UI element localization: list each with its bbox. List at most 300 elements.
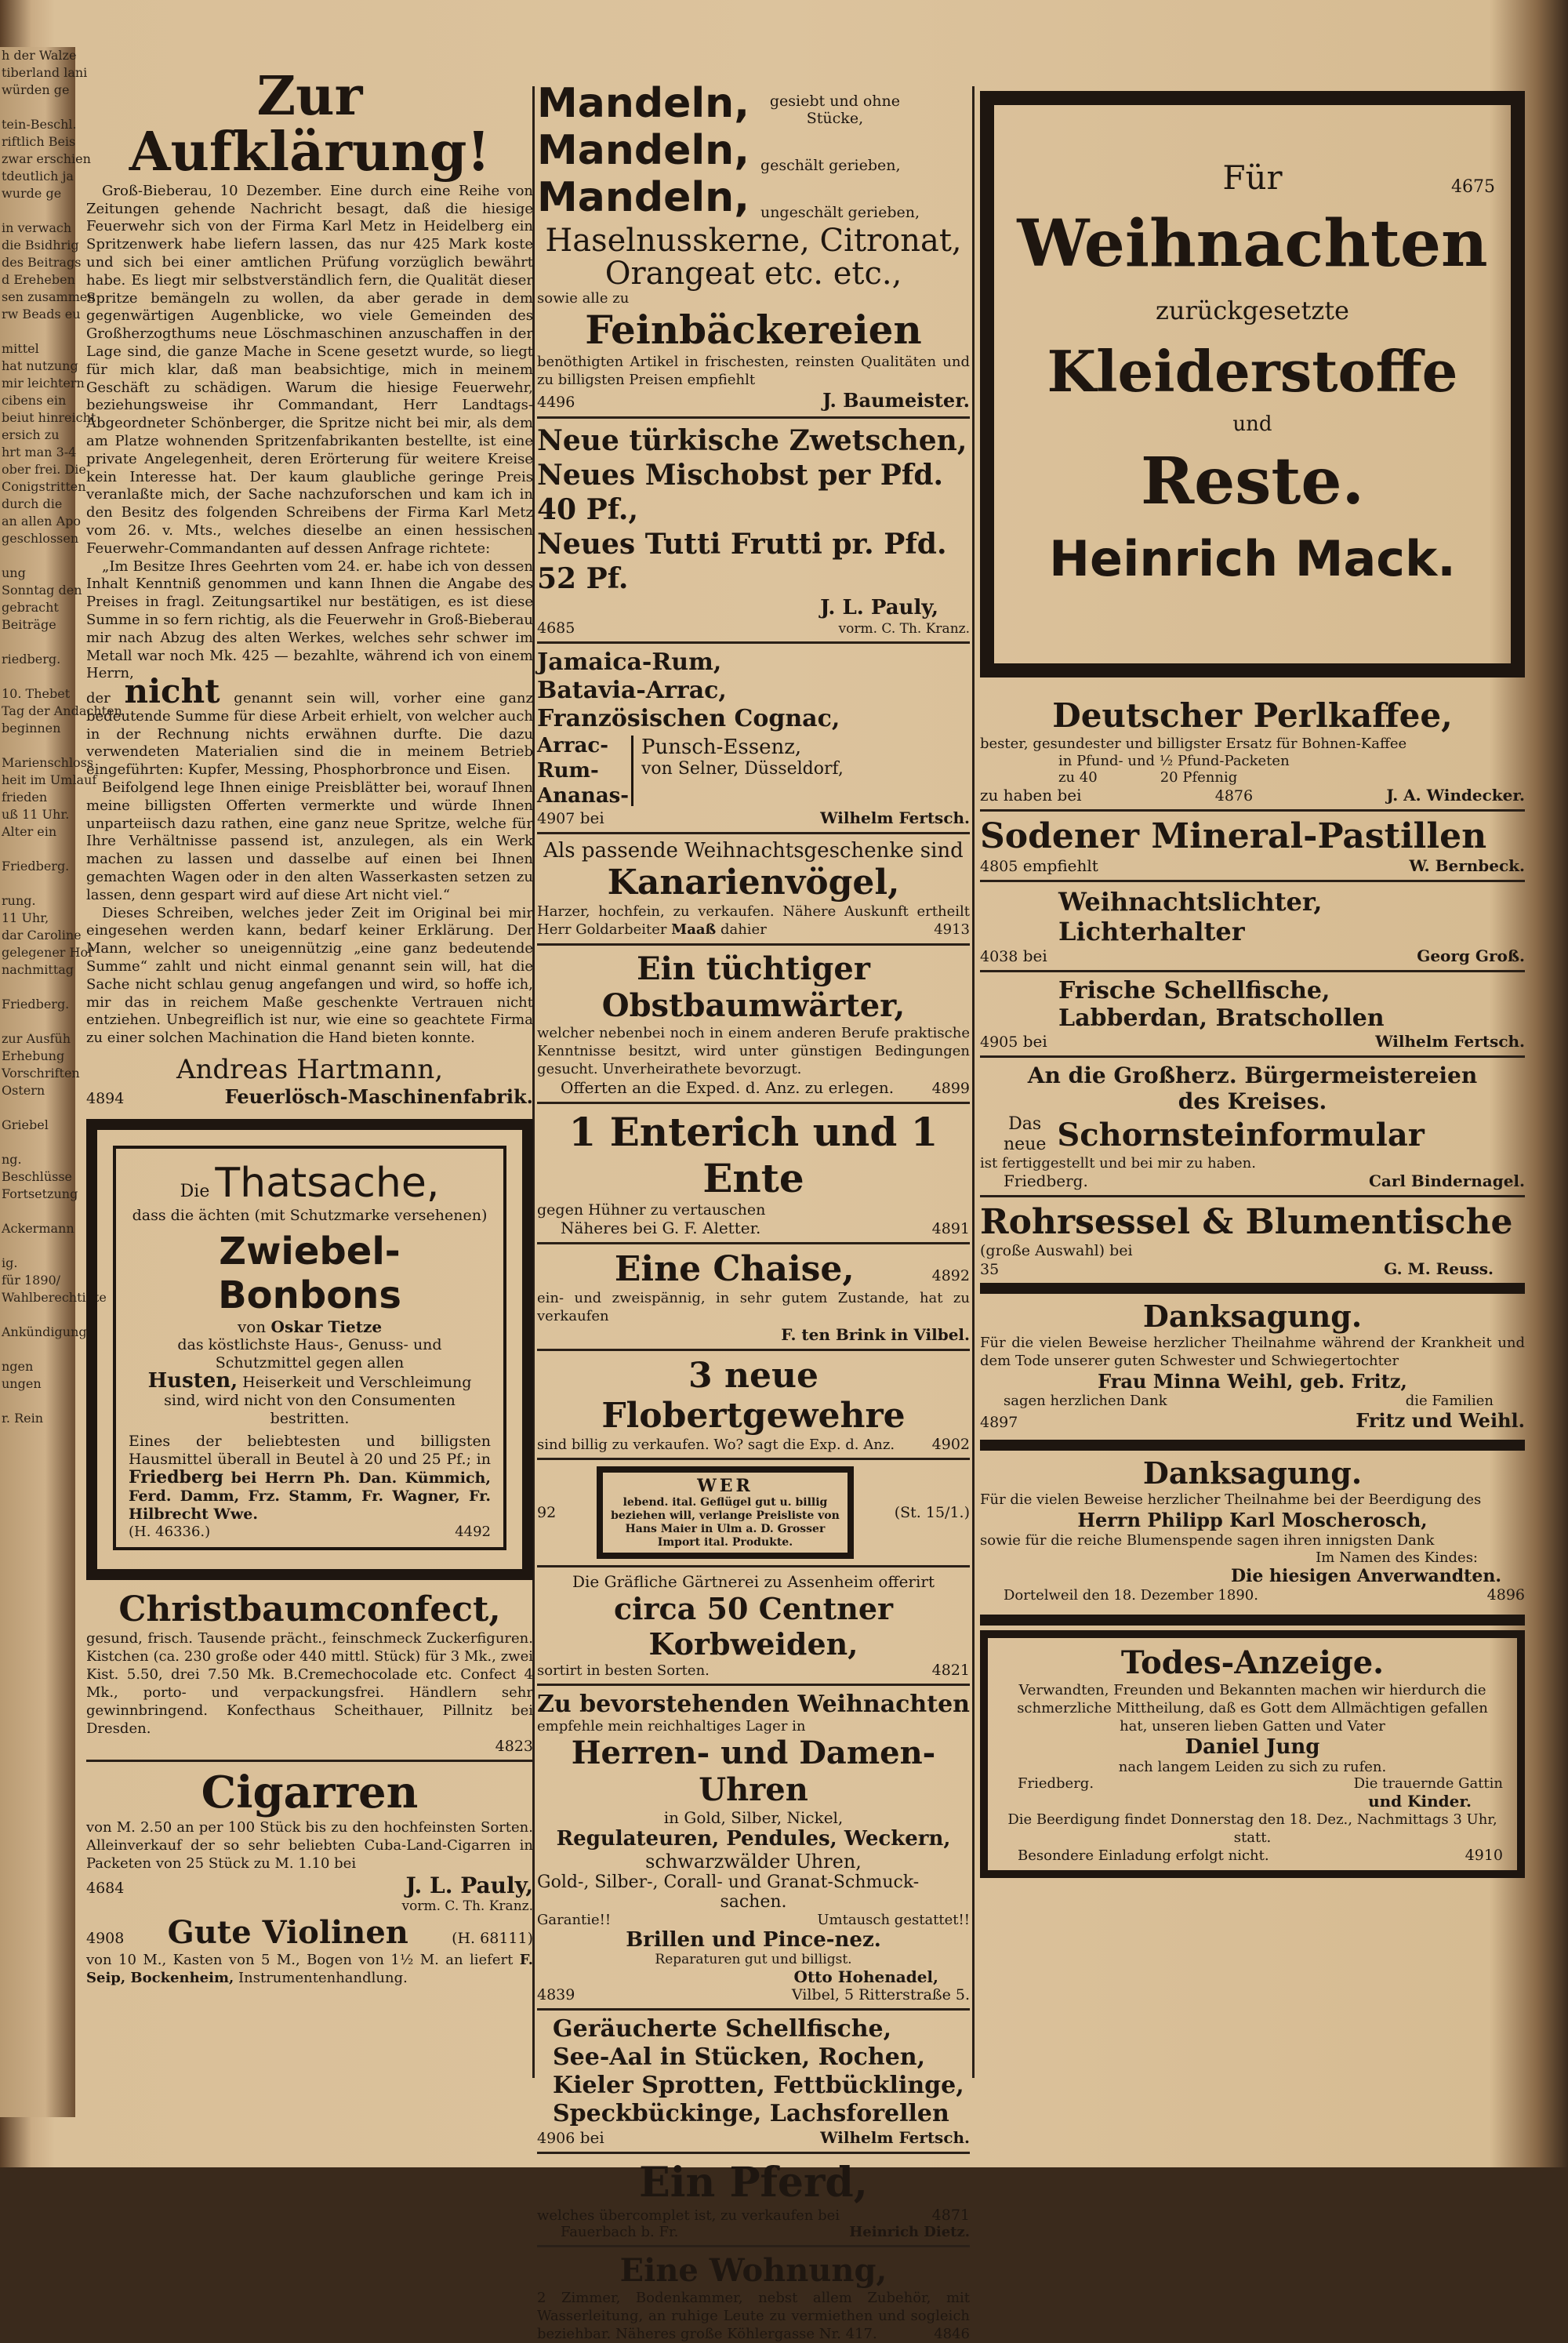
text: zurückgesetzte xyxy=(1156,296,1349,325)
text: Im Namen des Kindes: xyxy=(1316,1549,1478,1566)
brillen-line: Brillen und Pincе-nez. xyxy=(626,1928,881,1952)
dealer-name: F. ten Brink in Vilbel. xyxy=(781,1325,970,1344)
firm-name: Feuerlösch-Maschinenfabrik. xyxy=(224,1085,533,1109)
paragraph: Dieses Schreiben, welches jeder Zeit im Original bei mir eingesehen werden kann, bedarf keiner Erklärung. Der Mann, welcher so uneigennützig „eine ganz bedeutende Summe“ zahlt und nicht einmal genannt sein will, hat die Sache nicht schlau genug angefangen und wird, so hoffe ich, mir das in reichem Maße geschenkte Vertrauen nicht entziehen. Unbegreiflich ist nur, wie eine so geachtete Firma zu einer solchen Machination die Hand bieten konnte. xyxy=(86,904,533,1047)
divider xyxy=(980,1055,1525,1058)
danksagung-title: Danksagung. xyxy=(1142,1299,1363,1334)
mandeln-heading: Mandeln, xyxy=(537,127,750,174)
text: geschält gerieben, xyxy=(760,157,901,174)
text: Rum- xyxy=(537,759,599,783)
spine-line: r. Rein xyxy=(2,1411,43,1426)
dealer-name: Georg Groß. xyxy=(1417,946,1525,965)
weihnachten-uhren-pre: Zu bevorstehenden Weihnachten xyxy=(537,1691,970,1718)
spine-line: ober frei. Die xyxy=(2,462,86,477)
spine-line: frieden xyxy=(2,790,48,805)
dealer-name: W. Bernbeck. xyxy=(1409,856,1525,875)
spine-line: ig. xyxy=(2,1255,18,1270)
spine-line: Wahlberechtigte xyxy=(2,1290,107,1305)
spine-line: durch die xyxy=(2,496,63,511)
dealer-list: bei Herrn Ph. Dan. Kümmich, Ferd. Damm, Frz. Stamm, Fr. Wagner, Fr. Hilbrecht Wwe. xyxy=(129,1469,491,1524)
spine-line: ung xyxy=(2,565,26,580)
divider xyxy=(537,943,970,946)
divider xyxy=(537,1684,970,1686)
town: Fauerbach b. Fr. xyxy=(561,2224,679,2240)
spine-line xyxy=(0,1393,75,1410)
perlkaffee-title: Deutscher Perlkaffee, xyxy=(1052,696,1453,735)
ad-number: 4496 xyxy=(537,394,575,411)
maker-name: Oskar Tietze xyxy=(270,1317,383,1337)
text: gesiebt und ohne Stücke, xyxy=(769,93,901,127)
town: Friedberg. xyxy=(1004,1172,1088,1190)
spine-line: uß 11 Uhr. xyxy=(2,807,70,822)
spine-line xyxy=(0,737,75,754)
dealer-name: G. M. Reuss. xyxy=(1384,1259,1494,1278)
spine-line: h der Walze xyxy=(2,48,77,63)
paragraph: Groß-Bieberau, 10 Dezember. Eine durch eine Reihe von Zeitungen gehende Nachricht besagt, daß die hiesige Feuerwehr sich von der Firma Karl Metz in Heidelberg ein Spritzenwerk habe liefern lassen, das nur 425 Mark koste und sich bei einer amtlichen Prüfung vorzüglich bewährt habe. Es liegt mir selbstverständlich fern, die Qualität dieser Spritze bemängeln zu wollen, da aber gerade in dem gegenwärtigen Augenblicke, wo viele Gemeinden des Großherzogthums neue Löschmaschinen anzuschaffen in der Lage sind, die ganze Mache in Scene gesetzt wurde, so liegt für mich klar, daß man beabsichtige, mich in meinem Geschäft zu schädigen. Warum die hiesige Feuerwehr, beziehungsweise ihr Commandant, Herr Landtags-Abgeordneter Schönberger, die Spritze nicht bei mir, als dem am Platze wohnenden Spritzenfabrikanten bestellte, ist eine private Angelegenheit, deren Erörterung für weitere Kreise kein Interesse hat. Der kaum glaubliche geringe Preis veranlaßte mich, der Sache nachzuforschen und kam ich in den Besitz des folgenden Schreibens der Firma Karl Metz vom 26. v. Mts., welches dieselbe an einen hessischen Feuerwehr-Commandanten auf dessen Anfrage richtete: xyxy=(86,182,533,557)
ad-number: 4902 xyxy=(931,1436,970,1453)
spine-line xyxy=(0,1099,75,1117)
pferd-title: Ein Pferd, xyxy=(639,2159,868,2207)
dealer-sub: vorm. C. Th. Kranz. xyxy=(401,1898,533,1915)
text: Reparaturen gut und billigst. xyxy=(655,1952,852,1967)
text: des Kreises. xyxy=(1178,1088,1327,1114)
text: dass die ächten (mit Schutzmarke versehenen) xyxy=(132,1207,488,1225)
text: Die Beerdigung findet Donnerstag den 18. Dez., Nachmittags 3 Uhr, statt. xyxy=(1007,1811,1497,1846)
spine-line: Marienschloss xyxy=(2,755,94,770)
text: in Pfund- und ½ Pfund-Packeten xyxy=(1058,753,1290,769)
spine-line: hat nutzung xyxy=(2,358,78,373)
text: Für xyxy=(1222,158,1283,197)
text: ungeschält gerieben, xyxy=(760,204,920,221)
spine-line: rw Beads eu xyxy=(2,307,81,321)
signature: Fritz und Weihl. xyxy=(1356,1409,1525,1432)
text: sagen herzlichen Dank xyxy=(1004,1393,1167,1409)
spine-line: ungen xyxy=(2,1376,42,1391)
text: empfiehlt xyxy=(1022,856,1098,875)
dealer-name: Heinrich Mack. xyxy=(1049,530,1456,587)
zwiebel-bonbons-ad xyxy=(86,1119,533,1580)
text: An die Großherz. Bürgermeistereien xyxy=(1027,1063,1478,1088)
signature-name: Andreas Hartmann, xyxy=(176,1054,444,1086)
violinen-text: von 10 M., Kasten von 5 M., Bogen von 1½ M. an liefert xyxy=(86,1952,514,1969)
spine-line: Ostern xyxy=(2,1083,45,1098)
text: Geräucherte Schellfische, xyxy=(553,2015,892,2043)
obstbaumwaerter-title: Ein tüchtiger Obstbaumwärter, xyxy=(601,950,906,1024)
text: von Selner, Düsseldorf, xyxy=(641,759,844,779)
haselnuss-line: Haselnusskerne, Citronat, Orangeat etc. etc., xyxy=(545,223,962,292)
spine-line: sen zusammen xyxy=(2,289,96,304)
text: Die Gräfliche Gärtnerei zu Assenheim offerirt xyxy=(572,1572,935,1591)
reste-title: Reste. xyxy=(1140,444,1365,519)
text: gegen Hühner zu vertauschen xyxy=(537,1201,766,1219)
spine-line: Alter ein xyxy=(2,824,57,839)
text: Kieler Sprotten, Fettbücklinge, xyxy=(553,2072,964,2099)
divider xyxy=(980,809,1525,812)
code: (H. 46336.) xyxy=(129,1524,211,1541)
text: Offerten an die Exped. d. Anz. zu erlegen. xyxy=(561,1078,895,1097)
text: die Familien xyxy=(1405,1393,1494,1409)
spine-line: mittel xyxy=(2,341,39,356)
ad-number: 4839 xyxy=(537,1986,575,2003)
divider xyxy=(537,2008,970,2011)
dealer-name: Wilhelm Fertsch. xyxy=(820,808,970,827)
spine-line: rung. xyxy=(2,893,36,908)
spine-line: Ackermann xyxy=(2,1221,74,1236)
ad-number: 4675 xyxy=(1451,177,1495,197)
person-name: Daniel Jung xyxy=(1185,1735,1320,1759)
ad-number: 4821 xyxy=(931,1662,970,1679)
ad-number: 4905 xyxy=(980,1033,1018,1051)
spine-line: an allen Apo xyxy=(2,514,81,529)
divider xyxy=(980,880,1525,882)
spine-line: tdeutlich ja xyxy=(2,169,74,183)
ad-number: 4685 xyxy=(537,619,575,637)
divider xyxy=(537,1565,970,1567)
text: Arrac- xyxy=(537,734,609,757)
divider xyxy=(537,1242,970,1244)
dealer-name: J. A. Windecker. xyxy=(1386,786,1525,805)
dealer-name: J. L. Pauly, xyxy=(405,1873,533,1899)
text: das köstlichste Haus-, Genuss- und Schutzmittel gegen allen xyxy=(177,1336,442,1372)
text: Labberdan, Bratschollen xyxy=(1058,1004,1385,1032)
spine-line xyxy=(0,1013,75,1030)
cognac-line: Französischen Cognac, xyxy=(537,705,840,732)
divider xyxy=(537,1458,970,1460)
text: empfehle mein reichhaltiges Lager in xyxy=(537,1718,806,1735)
ad-number: 4899 xyxy=(931,1080,970,1097)
spine-line xyxy=(0,875,75,892)
spine-line: Griebel xyxy=(2,1117,49,1132)
divider-thick xyxy=(980,1440,1525,1451)
text: sowie alle zu xyxy=(537,290,630,307)
spine-line: Beiträge xyxy=(2,617,56,632)
cigarren-text: von M. 2.50 an per 100 Stück bis zu den hochfeinsten Sorten. Alleinverkauf der so sehr beliebten Cuba-Land-Cigarren in Packeten von 25 Stück zu M. 1.10 bei xyxy=(86,1819,533,1873)
text: lebend. ital. Geflügel gut u. billig beziehen will, verlange Preisliste von Hans Maier in Ulm a. D. Grosser Import ital. Produkte. xyxy=(611,1496,840,1549)
cigarren-title: Cigarren xyxy=(201,1767,419,1819)
text: Die xyxy=(180,1182,210,1202)
text: welcher nebenbei noch in einem anderen Berufe praktische Kenntnisse besitzt, wird unter günstigen Bedingungen gesucht. Unverheirathete bevorzugt. xyxy=(537,1025,970,1077)
text: zu haben bei xyxy=(980,786,1082,805)
spine-line: mir leichtern xyxy=(2,376,85,390)
text: Speckbückinge, Lachsforellen xyxy=(553,2100,949,2127)
ad-number: 4038 xyxy=(980,948,1018,965)
uhren-title: Herren- und Damen-Uhren xyxy=(571,1735,936,1808)
mandeln-heading: Mandeln, xyxy=(537,174,750,221)
divider xyxy=(537,1349,970,1351)
spine-line xyxy=(0,323,75,340)
spine-line: ng. xyxy=(2,1152,22,1167)
text: Verwandten, Freunden und Bekannten machen wir hierdurch die schmerzliche Mittheilung, daß es Gott dem Allmächtigen gefallen hat, unseren lieben Gatten und Vater xyxy=(1017,1682,1488,1735)
text: Besondere Einladung erfolgt nicht. xyxy=(1018,1847,1269,1864)
zwetschen-line: Neue türkische Zwetschen, xyxy=(537,424,967,457)
spine-line: Tag der Andachten xyxy=(2,703,122,718)
signature: Die trauernde Gattin xyxy=(1353,1775,1503,1792)
advertisement-sheet xyxy=(78,63,1537,2342)
spine-line: tiberland lani xyxy=(2,65,88,80)
emphasis-word: nicht xyxy=(124,672,220,711)
spine-line: cibens ein xyxy=(2,393,67,408)
signature: und Kinder. xyxy=(1368,1792,1472,1811)
flobertgewehre-title: 3 neue Flobertgewehre xyxy=(601,1356,906,1436)
text: Für die vielen Beweise herzlicher Theilnahme während der Krankheit und dem Tode unserer guten Schwester und Schwiegertochter xyxy=(980,1335,1525,1369)
column-left xyxy=(86,63,533,1987)
text: bei xyxy=(1022,946,1047,965)
ad-number: 4908 xyxy=(86,1930,125,1948)
spine-line: Sonntag den xyxy=(2,583,82,598)
text: sachen. xyxy=(720,1892,787,1912)
text: Näheres bei G. F. Aletter. xyxy=(561,1219,761,1237)
todes-title: Todes-Anzeige. xyxy=(1120,1644,1385,1681)
ad-number: 4684 xyxy=(86,1880,125,1898)
ad-number: 35 xyxy=(980,1261,1000,1278)
spine-line: des Beitrags xyxy=(2,255,82,270)
dealer-name: Otto Hohenadel, xyxy=(793,1967,938,1986)
spine-line: in verwach xyxy=(2,220,72,235)
text: Umtausch gestattet!! xyxy=(817,1912,970,1928)
text: Instrumentenhandlung. xyxy=(238,1970,408,1987)
spine-line xyxy=(0,202,75,220)
paragraph: genannt sein will, vorher eine ganz bedeutende Summe für diese Arbeit erhielt, von welcher auch in der Rechnung nichts erwähnen durfte. Die dazu verwendeten Materialien sind die in meinem Betrieb eingeführten: Kupfer, Messing, Phosphorbronce und Eisen. xyxy=(86,690,533,779)
text: Für die vielen Beweise herzlicher Theilnahme bei der Beerdigung des xyxy=(980,1491,1482,1508)
spine-line: für 1890/ xyxy=(2,1273,61,1288)
christbaumconfect-text: gesund, frisch. Tausende prächt., feinschmeck Zuckerfiguren. Kistchen (ca. 230 große oder 440 mittl. Stück) für 3 Mk., zwei Kist. 5.50, drei 7.50 Mk. B.Cremechocolade etc. Confect 4 Mk., porto- und verpackungsfrei. Händlern sehr gewinnbringend. Konfecthaus Scheithauer, Pillnitz bei Dresden. xyxy=(86,1630,533,1738)
weihnachten-ad xyxy=(980,91,1525,677)
text: sowie für die reiche Blumenspende sagen ihren innigsten Dank xyxy=(980,1532,1435,1549)
text: ist fertiggestellt und bei mir zu haben. xyxy=(980,1155,1256,1172)
ad-number: 4871 xyxy=(931,2207,970,2224)
spine-line: tein-Beschl. xyxy=(2,117,77,132)
inner-frame xyxy=(113,1146,506,1550)
spine-line xyxy=(0,1306,75,1324)
text: sortirt in besten Sorten. xyxy=(537,1662,710,1679)
text: Regulateuren, Pendules, Weckern, xyxy=(556,1827,951,1851)
text: Heiserkeit und Verschleimung sind, wird nicht von den Consumenten bestritten. xyxy=(164,1374,472,1428)
keyword: Husten, xyxy=(147,1369,238,1393)
spine-line: riftlich Beis xyxy=(2,134,76,149)
spine-line: die Bsidhrig xyxy=(2,238,79,252)
spine-line xyxy=(0,547,75,565)
ad-number: 4910 xyxy=(1465,1847,1503,1864)
dealer-sub: vorm. C. Th. Kranz. xyxy=(838,621,970,637)
ad-number: 4891 xyxy=(931,1220,970,1237)
text: welches übercomplet ist, zu verkaufen bei xyxy=(537,2207,840,2224)
korbweiden-title: circa 50 Centner Korbweiden, xyxy=(613,1591,894,1662)
spine-line: 10. Thebet xyxy=(2,686,71,701)
text: der xyxy=(86,690,111,707)
spine-line xyxy=(0,634,75,651)
dealer-name: J. L. Pauly, xyxy=(820,596,938,619)
ad-number: 4805 xyxy=(980,858,1018,875)
dealer-name: Carl Bindernagel. xyxy=(1368,1172,1525,1190)
spine-line xyxy=(0,1203,75,1220)
ad-number: 4876 xyxy=(1214,787,1254,805)
text: dahier xyxy=(720,921,767,938)
text: sind billig zu verkaufen. Wo? sagt die Exp. d. Anz. xyxy=(537,1437,895,1453)
spine-line: d Ereheben xyxy=(2,272,75,287)
heading: Thatsache, xyxy=(215,1160,440,1208)
aufklaerung-title: Zur Aufklärung! xyxy=(129,65,491,184)
spine-line xyxy=(0,841,75,858)
dealer-name: Heinrich Dietz. xyxy=(849,2224,970,2240)
spine-line: gebracht xyxy=(2,600,59,615)
ad-number: 4894 xyxy=(86,1090,125,1108)
signature: Die hiesigen Anverwandten. xyxy=(1230,1566,1501,1586)
text: Frische Schellfische, xyxy=(1058,977,1330,1004)
spine-line: Conigstritten xyxy=(2,479,86,494)
ad-number: 92 xyxy=(537,1504,557,1521)
person-name: Herrn Philipp Karl Moscherosch, xyxy=(1077,1509,1428,1531)
paragraph: „Im Besitze Ihres Geehrten vom 24. er. habe ich von dessen Inhalt Kenntniß genommen und kann Ihnen die Angabe des Preises in fragl. Zeitungsartikel nur bestätigen, es ist diese Summe in so fern richtig, als die Feuerwehr in Groß-Bieberau mir nach Abzug des alten Werkes, welches sehr schwer im Metall war noch Mk. 425 — bezahlte, während ich von einem Herrn, xyxy=(86,558,533,682)
christbaumconfect-title: Christbaumconfect, xyxy=(118,1589,501,1630)
text: 20 Pfennig xyxy=(1160,769,1238,786)
divider xyxy=(980,1195,1525,1197)
spine-line: ersich zu xyxy=(2,427,60,442)
text: Garantie!! xyxy=(537,1912,612,1928)
paragraph: Beifolgend lege Ihnen einige Preisblätter bei, worauf Ihnen meine billigsten Offerten vermerkte und würde Ihnen unparteiisch dazu rathen, eine ganz neue Spritze, welche für Ihre Verhältnisse passend ist, anzulegen, als ein Werk machen zu lassen und dasselbe auf einen bei Ihnen gemachten Wagen oder in den alten Wasserkasten setzen zu lassen, denn gespart wird auf diese Art nicht viel.“ xyxy=(86,779,533,903)
spine-line: Ankündigung xyxy=(2,1324,87,1339)
spine-line xyxy=(0,99,75,116)
town: Friedberg xyxy=(129,1467,223,1488)
text: Eines der beliebtesten und billigsten Hausmittel überall in Beutel à 20 und 25 Pf.; in xyxy=(129,1433,491,1469)
text: Als passende Weihnachtsgeschenke sind xyxy=(543,839,964,863)
spine-line xyxy=(0,1341,75,1358)
spine-line: heit im Umlauf xyxy=(2,772,97,787)
divider xyxy=(537,2152,970,2154)
text: bei xyxy=(579,2128,604,2147)
code: (St. 15/1.) xyxy=(894,1504,970,1521)
mischobst-line: Neues Mischobst per Pfd. 40 Pf., xyxy=(537,459,944,526)
spine-line: Vorschriften xyxy=(2,1066,80,1081)
text: nach langem Leiden zu sich zu rufen. xyxy=(1118,1759,1387,1775)
column-rule xyxy=(972,86,975,2078)
text: neue xyxy=(1004,1135,1047,1154)
ad-number: 4896 xyxy=(1486,1586,1525,1604)
text: See-Aal in Stücken, Rochen, xyxy=(553,2043,926,2071)
violinen-title: Gute Violinen xyxy=(167,1914,408,1952)
spine-line: zwar erschien xyxy=(2,151,91,166)
enterich-title: 1 Enterich und 1 Ente xyxy=(568,1109,938,1201)
spine-line: Erhebung xyxy=(2,1048,65,1063)
spine-line: riedberg. xyxy=(2,652,61,667)
text: bei xyxy=(1022,1032,1047,1051)
spine-line: Fortsetzung xyxy=(2,1186,78,1201)
tutti-frutti-line: Neues Tutti Frutti pr. Pfd. 52 Pf. xyxy=(537,528,947,595)
divider xyxy=(86,1760,533,1762)
spine-line: beiut hinreicht xyxy=(2,410,96,425)
text: Gold-, Silber-, Corall- und Granat-Schmuck- xyxy=(537,1873,920,1892)
spine-line: gelegener Hof xyxy=(2,945,93,960)
ad-number: 4892 xyxy=(931,1267,970,1284)
text: 2 Zimmer, Bodenkammer, nebst allem Zubehör, mit Wasserleitung, an ruhige Leute zu vermiethen und sogleich beziehbar. Näheres große Köhlergasse Nr. 417. xyxy=(537,2290,970,2342)
dealer-name: Maaß xyxy=(671,921,717,938)
text: ein- und zweispännig, in sehr gutem Zustande, hat zu verkaufen xyxy=(537,1290,970,1324)
text: Harzer, hochfein, zu verkaufen. Nähere Auskunft ertheilt Herr Goldarbeiter xyxy=(537,903,970,938)
code: (H. 68111) xyxy=(452,1930,533,1948)
text: Weihnachtslichter, xyxy=(1058,887,1323,917)
spine-line: Beschlüsse xyxy=(2,1169,73,1184)
divider-thick xyxy=(980,1615,1525,1626)
divider xyxy=(980,970,1525,972)
spine-line: 11 Uhr, xyxy=(2,910,49,925)
ad-number: 4897 xyxy=(980,1414,1018,1431)
text: (große Auswahl) bei xyxy=(980,1242,1133,1259)
person-name: Frau Minna Weihl, geb. Fritz, xyxy=(1098,1370,1407,1393)
ad-number: 4492 xyxy=(455,1524,491,1541)
text: Ananas- xyxy=(537,784,630,808)
mandeln-heading: Mandeln, xyxy=(537,80,750,127)
divider-thick xyxy=(980,1283,1525,1294)
chaise-title: Eine Chaise, xyxy=(614,1249,855,1289)
dealer-name: J. Baumeister. xyxy=(822,389,970,412)
column-middle xyxy=(537,63,970,2343)
text: und xyxy=(1232,412,1272,436)
divider xyxy=(537,1102,970,1104)
text: bester, gesundester und billigster Ersatz für Bohnen-Kaffee xyxy=(980,736,1407,752)
spine-line: Friedberg. xyxy=(2,997,70,1012)
aufklaerung-body xyxy=(86,183,533,1048)
spine-line xyxy=(0,668,75,685)
kleiderstoffe-title: Kleiderstoffe xyxy=(1047,338,1458,405)
rohrsessel-title: Rohrsessel & Blumentische xyxy=(980,1202,1513,1242)
address: Vilbel, 5 Ritterstraße 5. xyxy=(791,1986,970,2003)
kanarienvoegel-title: Kanarienvögel, xyxy=(607,863,900,903)
ad-number: 4907 xyxy=(537,810,575,827)
text: schwarzwälder Uhren, xyxy=(645,1851,862,1873)
text: in Gold, Silber, Nickel, xyxy=(663,1808,844,1827)
text: zu 40 xyxy=(1058,769,1098,786)
text: von xyxy=(237,1317,267,1337)
wohnung-title: Eine Wohnung, xyxy=(619,2252,887,2289)
heading: WER xyxy=(697,1476,753,1496)
dealer-name: F. Seip, Bockenheim, xyxy=(86,1952,533,1987)
rum-line: Jamaica-Rum, xyxy=(537,648,722,676)
dealer-name: Wilhelm Fertsch. xyxy=(820,2128,970,2147)
danksagung-title: Danksagung. xyxy=(1142,1455,1363,1491)
divider xyxy=(537,641,970,644)
ad-number: 4846 xyxy=(934,2326,970,2342)
divider xyxy=(537,416,970,419)
spine-line xyxy=(0,1237,75,1255)
text: bei xyxy=(579,808,604,827)
geflügel-ad-box xyxy=(597,1466,854,1559)
divider xyxy=(537,2245,970,2247)
ad-number: 4823 xyxy=(495,1738,533,1756)
spine-line: dar Caroline xyxy=(2,928,82,943)
spine-line: nachmittag xyxy=(2,962,74,977)
town: Friedberg. xyxy=(1018,1775,1094,1792)
divider xyxy=(537,832,970,834)
weihnachten-title: Weihnachten xyxy=(1017,206,1488,282)
spine-line: beginnen xyxy=(2,721,61,736)
spine-line: zur Ausfüh xyxy=(2,1031,71,1046)
spine-line xyxy=(0,979,75,996)
spine-line: geschlossen xyxy=(2,531,79,546)
product-title: Zwiebel-Bonbons xyxy=(218,1230,401,1318)
punsch-types xyxy=(537,733,631,808)
sodener-title: Sodener Mineral-Pastillen xyxy=(980,816,1487,856)
text: Lichterhalter xyxy=(1058,917,1245,946)
dealer-name: Wilhelm Fertsch. xyxy=(1375,1032,1525,1051)
text: Dortelweil den 18. Dezember 1890. xyxy=(1004,1587,1258,1604)
spine-line: ngen xyxy=(2,1359,34,1374)
spine-line: wurde ge xyxy=(2,186,62,201)
spine-line: würden ge xyxy=(2,82,70,97)
text: benöthigten Artikel in frischesten, reinsten Qualitäten und zu billigsten Preisen empfiehlt xyxy=(537,354,970,388)
text: Das xyxy=(1008,1114,1042,1134)
column-right xyxy=(980,63,1525,1878)
text: Punsch-Essenz, xyxy=(641,736,802,759)
schornstein-title: Schornsteinformular xyxy=(1057,1116,1425,1153)
